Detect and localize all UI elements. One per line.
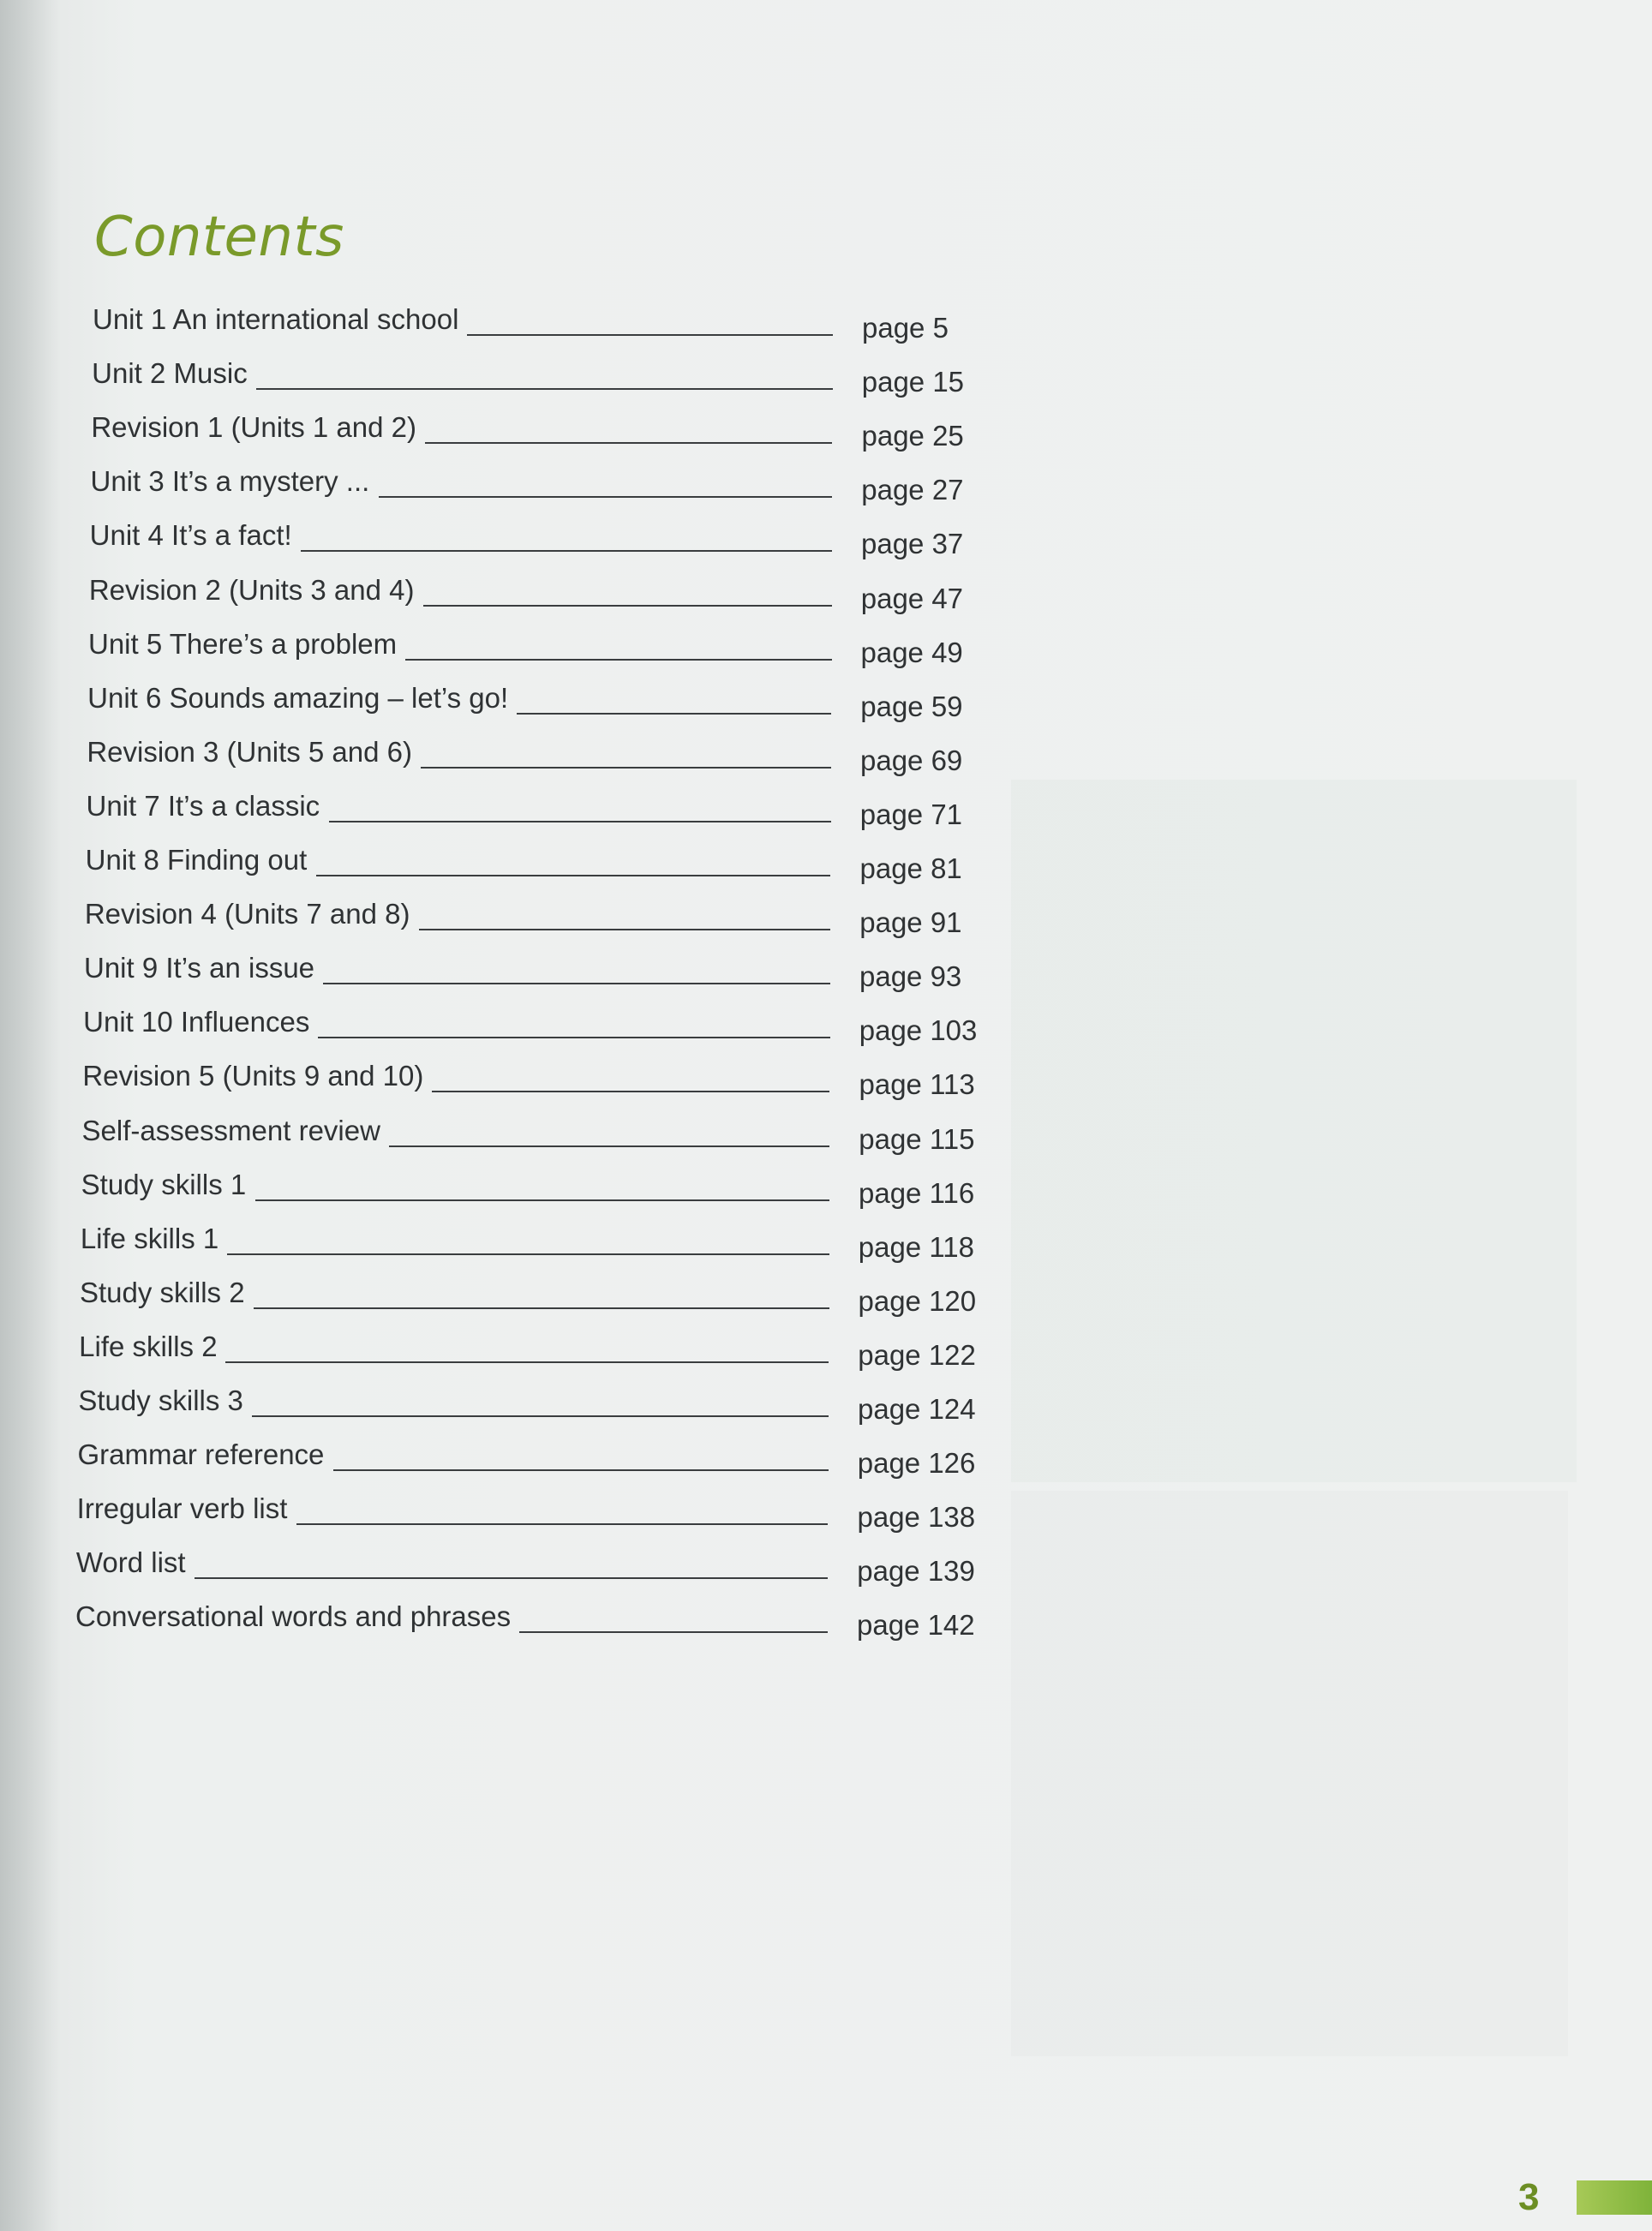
toc-entry-label: Unit 10 Influences xyxy=(83,1006,310,1038)
toc-leader-line xyxy=(333,1469,829,1471)
page-number-tab xyxy=(1577,2180,1652,2215)
toc-leader-line xyxy=(379,496,833,498)
toc-leader-line xyxy=(421,767,831,769)
toc-entry-page: page 49 xyxy=(860,636,963,668)
toc-entry-page: page 142 xyxy=(857,1609,975,1642)
toc-entry-page: page 122 xyxy=(858,1338,976,1371)
toc-entry-page: page 124 xyxy=(857,1393,976,1425)
toc-entry-page: page 81 xyxy=(859,852,962,884)
toc-entry-label: Grammar reference xyxy=(77,1438,325,1471)
toc-leader-line xyxy=(318,1037,830,1038)
toc-entry xyxy=(82,1058,996,1101)
toc-entry-label: Study skills 2 xyxy=(80,1276,245,1308)
toc-leader-line xyxy=(316,875,831,876)
toc-entry-label: Unit 9 It’s an issue xyxy=(84,952,315,984)
page-number: 3 xyxy=(1518,2176,1540,2218)
toc-entry xyxy=(76,1491,995,1534)
toc-entry xyxy=(75,1545,994,1588)
toc-entry-label: Study skills 3 xyxy=(78,1385,243,1416)
toc-leader-line xyxy=(405,659,832,661)
toc-entry-label: Revision 4 (Units 7 and 8) xyxy=(84,898,410,930)
toc-entry xyxy=(92,356,999,398)
toc-entry-label: Conversational words and phrases xyxy=(75,1600,512,1633)
toc-leader-line xyxy=(255,1199,829,1201)
toc-entry xyxy=(89,517,998,560)
toc-entry xyxy=(81,1167,996,1209)
toc-entry-label: Revision 2 (Units 3 and 4) xyxy=(88,573,415,606)
toc-entry-label: Irregular verb list xyxy=(76,1492,288,1525)
toc-entry xyxy=(91,410,998,452)
toc-entry-label: Life skills 2 xyxy=(79,1330,218,1362)
toc-entry-label: Life skills 1 xyxy=(80,1222,219,1254)
toc-entry-page: page 93 xyxy=(859,960,962,993)
toc-leader-line xyxy=(296,1523,829,1525)
toc-entry-page: page 59 xyxy=(860,690,963,722)
toc-leader-line xyxy=(252,1415,829,1417)
toc-entry-label: Revision 3 (Units 5 and 6) xyxy=(87,735,413,768)
toc-leader-line xyxy=(423,605,832,607)
toc-entry-label: Unit 4 It’s a fact! xyxy=(89,519,292,552)
toc-entry-label: Unit 3 It’s a mystery ... xyxy=(90,465,370,498)
toc-entry-page: page 126 xyxy=(857,1447,976,1480)
toc-leader-line xyxy=(432,1091,829,1092)
toc-entry-page: page 138 xyxy=(857,1501,976,1534)
toc-entry xyxy=(86,788,997,830)
toc-entry-page: page 71 xyxy=(859,798,963,830)
toc-entry-label: Self-assessment review xyxy=(81,1114,380,1146)
toc-leader-line xyxy=(389,1145,830,1147)
toc-entry-label: Study skills 1 xyxy=(81,1168,247,1200)
toc-entry xyxy=(75,1599,994,1642)
toc-entry-page: page 113 xyxy=(859,1068,975,1101)
toc-entry xyxy=(77,1437,995,1480)
toc-leader-line xyxy=(195,1577,828,1579)
toc-leader-line xyxy=(301,550,832,552)
toc-entry-page: page 69 xyxy=(859,744,963,776)
toc-entry xyxy=(83,1004,997,1047)
toc-leader-line xyxy=(517,713,831,715)
toc-entry-page: page 120 xyxy=(858,1284,977,1317)
toc-entry xyxy=(87,734,997,776)
toc-entry xyxy=(88,626,998,668)
toc-entry-label: Word list xyxy=(75,1546,186,1579)
toc-entry-label: Unit 2 Music xyxy=(92,357,248,390)
toc-entry-label: Revision 5 (Units 9 and 10) xyxy=(82,1060,424,1092)
toc-entry-page: page 91 xyxy=(859,906,962,939)
toc-entry-label: Unit 6 Sounds amazing – let’s go! xyxy=(87,681,509,714)
toc-entry-page: page 37 xyxy=(860,528,964,560)
toc-entry-page: page 15 xyxy=(861,366,965,398)
toc-leader-line xyxy=(419,929,830,930)
toc-entry xyxy=(79,1329,995,1371)
toc-entry-label: Unit 1 An international school xyxy=(93,303,459,335)
toc-entry xyxy=(81,1113,997,1155)
toc-leader-line xyxy=(425,442,832,444)
toc-entry-page: page 25 xyxy=(861,420,964,452)
toc-entry-page: page 118 xyxy=(858,1230,974,1263)
toc-entry-page: page 103 xyxy=(859,1014,978,1047)
toc-entry xyxy=(87,680,997,722)
toc-entry-page: page 116 xyxy=(858,1176,975,1209)
toc-entry xyxy=(88,572,998,614)
toc-entry-page: page 139 xyxy=(857,1555,975,1588)
toc-entry xyxy=(90,464,999,506)
toc-entry-label: Revision 1 (Units 1 and 2) xyxy=(91,411,417,444)
toc-entry xyxy=(85,842,997,884)
toc-entry xyxy=(84,896,997,939)
toc-leader-line xyxy=(254,1307,829,1309)
toc-entry-label: Unit 7 It’s a classic xyxy=(86,789,320,822)
toc-leader-line xyxy=(227,1253,829,1255)
toc-entry-page: page 47 xyxy=(860,582,964,614)
toc-entry xyxy=(93,302,999,344)
toc-entry xyxy=(80,1275,996,1317)
toc-leader-line xyxy=(329,821,831,822)
toc-entry-page: page 5 xyxy=(862,312,949,344)
toc-entry-label: Unit 8 Finding out xyxy=(85,844,308,876)
toc-entry xyxy=(80,1221,996,1263)
toc-entry-page: page 115 xyxy=(859,1122,975,1155)
page-title: Contents xyxy=(94,206,344,269)
toc-entry-page: page 27 xyxy=(861,474,964,506)
toc-entry xyxy=(78,1383,995,1425)
toc-entry-label: Unit 5 There’s a problem xyxy=(88,627,398,660)
toc-leader-line xyxy=(467,334,833,336)
toc-leader-line xyxy=(323,983,830,984)
toc-leader-line xyxy=(225,1361,829,1363)
toc-entry xyxy=(84,950,997,993)
toc-leader-line xyxy=(519,1631,828,1633)
toc-leader-line xyxy=(256,388,833,390)
